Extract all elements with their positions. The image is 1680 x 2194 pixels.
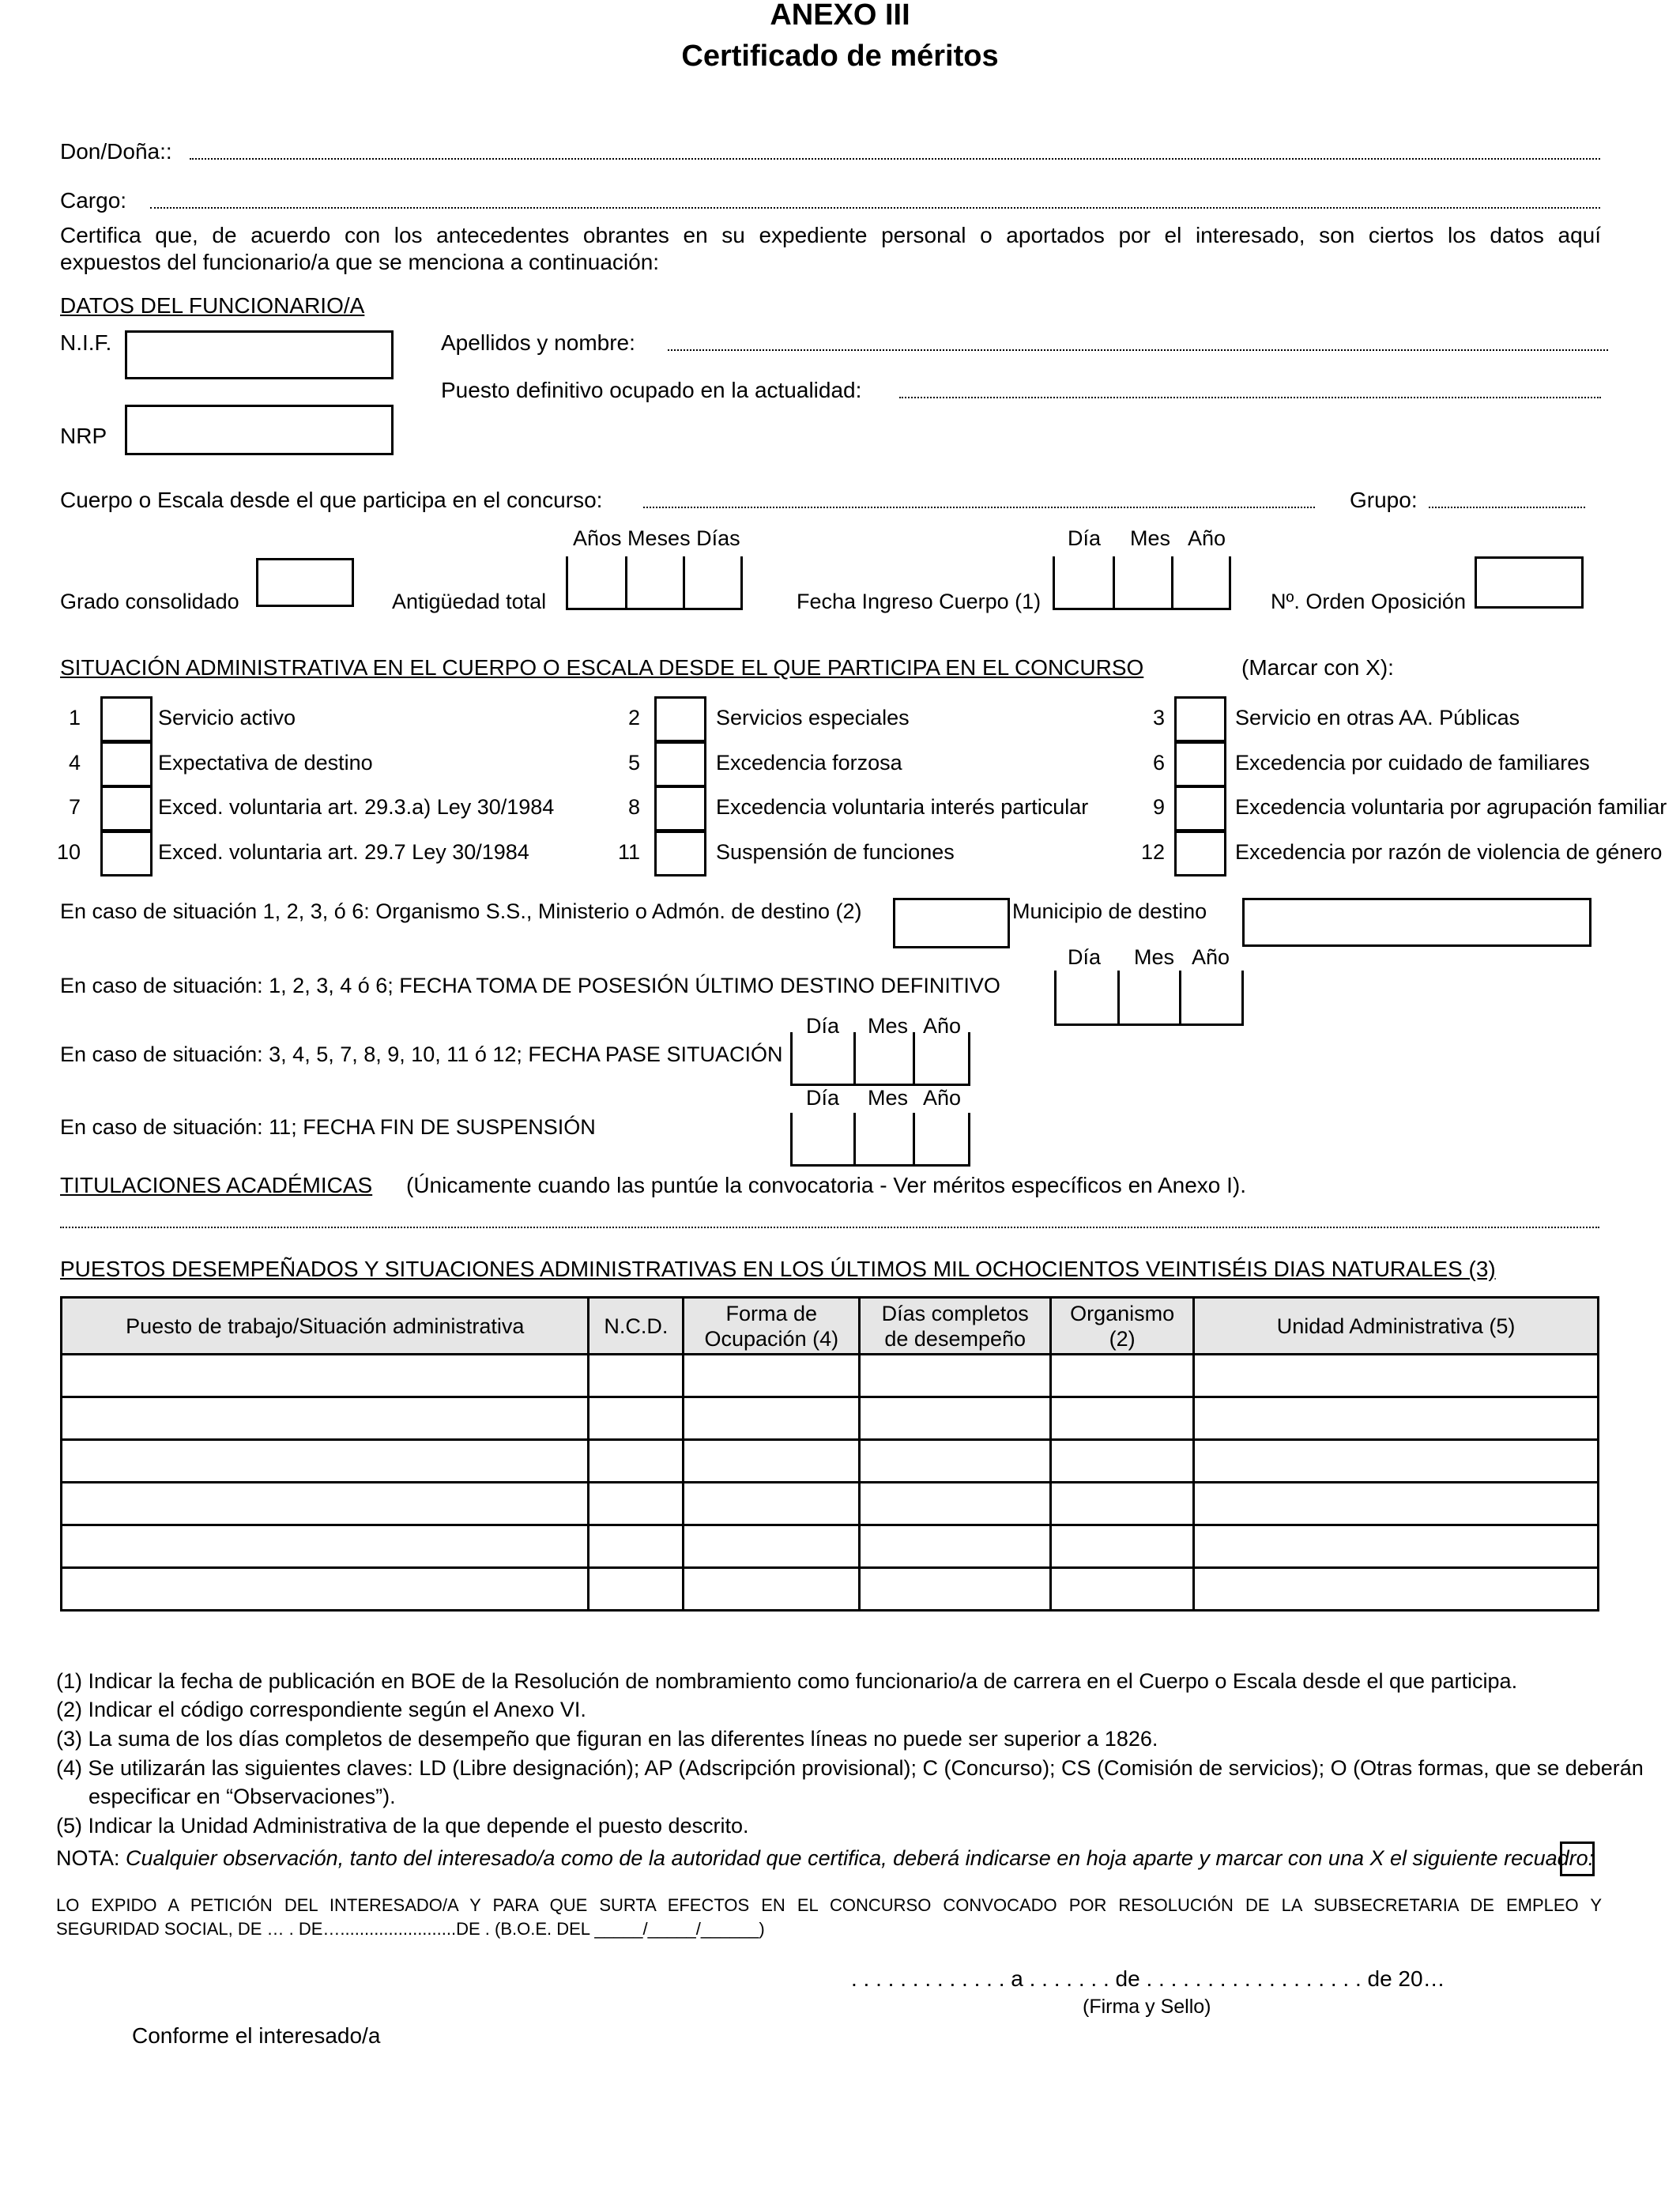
toma-anio-label: Año [1192,945,1230,969]
grado-consolidado-label: Grado consolidado [60,590,239,613]
table-cell[interactable] [684,1483,860,1525]
pase-dia-label: Día [806,1014,840,1038]
note-5: (5) Indicar la Unidad Administrativa de la que depende el puesto descrito. [56,1814,749,1838]
conforme-interesado: Conforme el interesado/a [132,2023,381,2048]
nrp-input[interactable] [125,405,394,455]
table-cell[interactable] [1194,1440,1599,1483]
situacion-num: 8 [627,795,640,819]
situacion-num: 9 [1152,795,1165,819]
table-cell[interactable] [62,1525,589,1568]
titulaciones-field[interactable] [60,1227,1599,1228]
situacion-label: Servicio en otras AA. Públicas [1235,706,1520,729]
col-ncd: N.C.D. [589,1298,684,1355]
grupo-label: Grupo: [1350,488,1418,512]
situacion-label: Excedencia por cuidado de familiares [1235,751,1590,775]
situacion-checkbox[interactable] [654,786,706,831]
municipio-label: Municipio de destino [1012,899,1207,923]
orden-oposicion-input[interactable] [1475,556,1584,609]
fin-dia-label: Día [806,1086,840,1110]
table-cell[interactable] [684,1568,860,1611]
situacion-checkbox[interactable] [1174,786,1226,831]
cargo-label: Cargo: [60,188,127,213]
table-cell[interactable] [1194,1397,1599,1440]
firma-sello: (Firma y Sello) [1083,1996,1211,2018]
table-cell[interactable] [1051,1397,1194,1440]
situacion-checkbox[interactable] [654,831,706,876]
situacion-num: 11 [617,840,640,864]
cuerpo-field[interactable] [643,507,1315,508]
table-cell[interactable] [589,1525,684,1568]
cargo-field[interactable] [150,207,1600,209]
pase-situacion-date-input[interactable] [790,1032,970,1086]
situacion-label: Servicios especiales [716,706,910,729]
table-cell[interactable] [589,1483,684,1525]
col-dias-completos: Días completos de desempeño [860,1298,1051,1355]
caso-toma-posesion-label: En caso de situación: 1, 2, 3, 4 ó 6; FECHA TOMA DE POSESIÓN ÚLTIMO DESTINO DEFINITIVO [60,974,1000,997]
note-4a: (4) Se utilizarán las siguientes claves: LD (Libre designación); AP (Adscripción provisional); C (Concurso); CS (Comisión de servicios); O (Otras formas, que se deberán [56,1756,1644,1780]
situacion-label: Suspensión de funciones [716,840,955,864]
situacion-checkbox[interactable] [1174,741,1226,787]
situacion-marcar-label: (Marcar con X): [1241,655,1394,680]
fin-suspension-date-input[interactable] [790,1113,970,1167]
don-dona-label: Don/Doña:: [60,139,172,164]
situacion-num: 3 [1152,706,1165,729]
note-2: (2) Indicar el código correspondiente según el Anexo VI. [56,1698,586,1721]
pase-mes-label: Mes [868,1014,909,1038]
table-cell[interactable] [860,1483,1051,1525]
situacion-label: Expectativa de destino [158,751,373,775]
table-cell[interactable] [589,1355,684,1397]
table-row [62,1568,1599,1611]
situacion-num: 1 [68,706,81,729]
table-row [62,1440,1599,1483]
puesto-field[interactable] [899,397,1601,398]
nif-input[interactable] [125,330,394,379]
table-cell[interactable] [1194,1568,1599,1611]
table-cell[interactable] [860,1440,1051,1483]
table-cell[interactable] [62,1397,589,1440]
situacion-label: Excedencia forzosa [716,751,902,775]
don-dona-field[interactable] [190,158,1600,160]
expido-line2: SEGURIDAD SOCIAL, DE … . DE…........................DE . (B.O.E. DEL _____/_____/______) [56,1919,765,1939]
organismo-input[interactable] [893,898,1010,948]
toma-posesion-date-input[interactable] [1054,971,1244,1026]
table-cell[interactable] [1051,1525,1194,1568]
situacion-num: 7 [68,795,81,819]
certifica-text-line1: Certifica que, de acuerdo con los antecedentes obrantes en su expediente personal o aportados por el interesado, son ciertos los datos aquí [60,223,1601,247]
nif-label: N.I.F. [60,330,112,355]
situacion-num: 10 [56,840,81,864]
annex-title: ANEXO III [770,0,910,32]
situacion-heading: SITUACIÓN ADMINISTRATIVA EN EL CUERPO O ESCALA DESDE EL QUE PARTICIPA EN EL CONCURSO [60,655,1144,680]
col-puesto: Puesto de trabajo/Situación administrativa [62,1298,589,1355]
antiguedad-units-label: Años Meses Días [573,526,740,550]
antiguedad-total-label: Antigüedad total [392,590,547,613]
table-cell[interactable] [1051,1568,1194,1611]
grupo-field[interactable] [1429,507,1585,508]
note-4b: especificar en “Observaciones”). [89,1785,396,1808]
situacion-label: Servicio activo [158,706,296,729]
situacion-num: 5 [627,751,640,775]
situacion-checkbox[interactable] [654,741,706,787]
funcionario-heading: DATOS DEL FUNCIONARIO/A [60,293,365,318]
situacion-label: Excedencia voluntaria interés particular [716,795,1089,819]
nrp-label: NRP [60,424,107,448]
titulaciones-heading: TITULACIONES ACADÉMICAS [60,1173,373,1197]
nota-line [56,1846,1594,1871]
table-cell[interactable] [62,1440,589,1483]
fin-anio-label: Año [923,1086,962,1110]
table-cell[interactable] [684,1525,860,1568]
table-cell[interactable] [62,1483,589,1525]
caso-organismo-label: En caso de situación 1, 2, 3, ó 6: Organismo S.S., Ministerio o Admón. de destino (2) [60,899,862,923]
table-cell[interactable] [860,1568,1051,1611]
situacion-label: Excedencia por razón de violencia de género [1235,840,1663,864]
fecha-ingreso-anio-label: Año [1188,526,1226,550]
toma-dia-label: Día [1068,945,1102,969]
table-cell[interactable] [1051,1355,1194,1397]
table-cell[interactable] [62,1355,589,1397]
table-cell[interactable] [1194,1525,1599,1568]
situacion-label: Exced. voluntaria art. 29.7 Ley 30/1984 [158,840,529,864]
nota-label: NOTA: [56,1846,120,1870]
situacion-checkbox[interactable] [100,696,153,742]
table-row [62,1355,1599,1397]
table-cell[interactable] [589,1397,684,1440]
apellidos-label: Apellidos y nombre: [441,330,635,355]
fin-mes-label: Mes [868,1086,909,1110]
situacion-label: Excedencia voluntaria por agrupación familiar [1235,795,1667,819]
note-3: (3) La suma de los días completos de desempeño que figuran en las diferentes líneas no puede ser superior a 1826. [56,1727,1158,1751]
expido-line1: LO EXPIDO A PETICIÓN DEL INTERESADO/A Y PARA QUE SURTA EFECTOS EN EL CONCURSO CONVOCADO POR RESOLUCIÓN DE LA SUBSECRETARIA DE EMPLEO Y [56,1895,1602,1915]
situacion-checkbox[interactable] [1174,696,1226,742]
fecha-linea: . . . . . . . . . . . . . a . . . . . . . de . . . . . . . . . . . . . . . . . . de 20… [851,1966,1445,1991]
table-cell[interactable] [860,1397,1051,1440]
table-cell[interactable] [1194,1483,1599,1525]
cuerpo-label: Cuerpo o Escala desde el que participa en el concurso: [60,488,603,512]
situacion-num: 2 [627,706,640,729]
table-cell[interactable] [62,1568,589,1611]
col-unidad-administrativa: Unidad Administrativa (5) [1194,1298,1599,1355]
situacion-checkbox[interactable] [100,786,153,831]
table-cell[interactable] [684,1355,860,1397]
fecha-ingreso-dia-label: Día [1068,526,1102,550]
table-cell[interactable] [1051,1483,1194,1525]
puesto-label: Puesto definitivo ocupado en la actualidad: [441,378,862,402]
col-forma-ocupacion: Forma de Ocupación (4) [684,1298,860,1355]
situacion-checkbox[interactable] [654,696,706,742]
table-row [62,1525,1599,1568]
table-cell[interactable] [684,1440,860,1483]
table-cell[interactable] [684,1397,860,1440]
page-title: Certificado de méritos [681,40,999,73]
caso-fin-suspension-label: En caso de situación: 11; FECHA FIN DE SUSPENSIÓN [60,1115,596,1139]
orden-oposicion-label: Nº. Orden Oposición [1271,590,1466,613]
table-cell[interactable] [1051,1440,1194,1483]
col-organismo: Organismo (2) [1051,1298,1194,1355]
table-cell[interactable] [589,1568,684,1611]
caso-pase-situacion-label: En caso de situación: 3, 4, 5, 7, 8, 9, 10, 11 ó 12; FECHA PASE SITUACIÓN [60,1042,783,1066]
situacion-num: 6 [1152,751,1165,775]
puestos-table [60,1296,1599,1612]
table-cell[interactable] [589,1440,684,1483]
table-cell[interactable] [1194,1355,1599,1397]
situacion-checkbox[interactable] [1174,831,1226,876]
fecha-ingreso-label: Fecha Ingreso Cuerpo (1) [797,590,1042,613]
situacion-checkbox[interactable] [100,741,153,787]
situacion-num: 4 [68,751,81,775]
observaciones-checkbox[interactable] [1560,1842,1595,1876]
antiguedad-total-input[interactable] [566,556,743,610]
situacion-label: Exced. voluntaria art. 29.3.a) Ley 30/1984 [158,795,555,819]
nota-text: Cualquier observación, tanto del interesado/a como de la autoridad que certifica, deberá indicarse en hoja aparte y marcar con una X el siguiente recuadro: [126,1846,1595,1870]
grado-consolidado-input[interactable] [256,558,354,607]
fecha-ingreso-input[interactable] [1053,556,1231,610]
toma-mes-label: Mes [1134,945,1175,969]
note-1: (1) Indicar la fecha de publicación en BOE de la Resolución de nombramiento como funcionario/a de carrera en el Cuerpo o Escala desde el que participa. [56,1669,1518,1693]
pase-anio-label: Año [923,1014,962,1038]
certifica-text-line2: expuestos del funcionario/a que se menciona a continuación: [60,250,660,274]
table-cell[interactable] [860,1355,1051,1397]
titulaciones-note: (Únicamente cuando las puntúe la convocatoria - Ver méritos específicos en Anexo I). [406,1173,1247,1197]
apellidos-field[interactable] [668,349,1608,351]
municipio-input[interactable] [1242,898,1591,947]
fecha-ingreso-mes-label: Mes [1130,526,1171,550]
situacion-num: 12 [1140,840,1165,864]
table-row [62,1483,1599,1525]
situacion-checkbox[interactable] [100,831,153,876]
table-row [62,1397,1599,1440]
puestos-heading: PUESTOS DESEMPEÑADOS Y SITUACIONES ADMINISTRATIVAS EN LOS ÚLTIMOS MIL OCHOCIENTOS VEINTISÉIS DIAS NATURALES (3) [60,1257,1496,1281]
table-cell[interactable] [860,1525,1051,1568]
